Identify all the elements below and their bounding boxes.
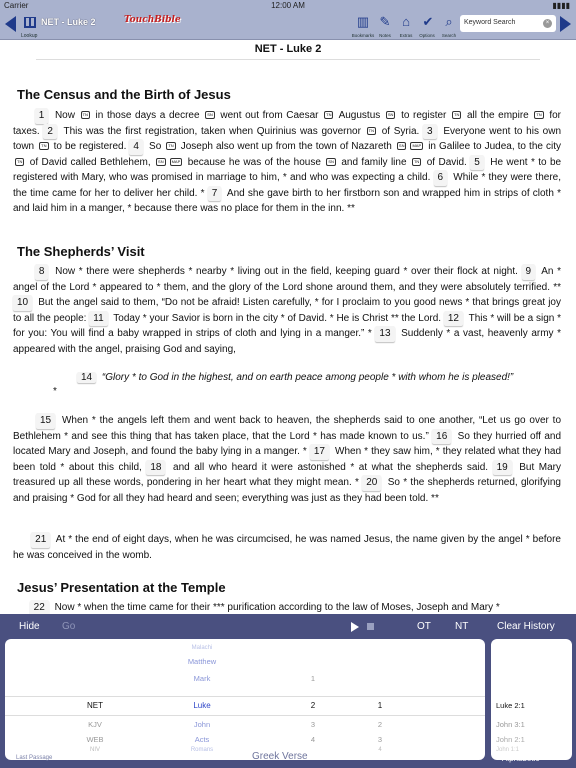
verse-number[interactable]: 11 (89, 311, 107, 327)
verse-text: This * will be a sign * for you: You will find a baby wrapped in strips of cloth and lying in a manger.” * (13, 312, 562, 339)
picker-chapter[interactable]: 3 (310, 720, 316, 729)
picker-chapter[interactable]: 4 (310, 735, 316, 744)
verse-number[interactable]: 7 (208, 186, 222, 202)
bookmarks-label: Bookmarks (351, 33, 375, 38)
play-icon[interactable] (351, 622, 359, 632)
picker-verse[interactable]: 4 (378, 747, 382, 753)
stop-icon[interactable] (367, 623, 374, 630)
picker-translation[interactable]: KJV (88, 720, 102, 729)
extras-label: Extras (399, 33, 413, 38)
toolbar (0, 12, 576, 40)
clock: 12:00 AM (271, 1, 305, 10)
verse-text: Everyone (443, 125, 486, 137)
keyword-search-input[interactable] (460, 15, 556, 32)
verse-number[interactable]: 21 (31, 532, 50, 548)
verse-number[interactable]: 18 (146, 460, 165, 476)
page-title: NET - Luke 2 (254, 43, 322, 55)
picker-book[interactable]: Acts (194, 735, 210, 744)
picker-chapter[interactable]: 2 (310, 701, 316, 710)
verse-text: When * the angels left them and went back to heaven, the shepherds said to one another, “Let us go over to Bethlehem * and see this thing that has taken place, that the Lord * has made known to us.” (13, 415, 562, 442)
search-label: Search (441, 33, 457, 38)
verse-text: all the empire (466, 110, 529, 121)
verse-number[interactable]: 3 (423, 124, 437, 140)
verse-number[interactable]: 8 (35, 264, 49, 280)
verse-text: At * the end of eight days, when he was circumcised, he was named Jesus, the name given by the angel * before he was conceived in the womb. (13, 534, 561, 561)
next-chapter-arrow-icon[interactable] (560, 16, 571, 32)
verse-text: in Galilee to Judea, to the city (428, 141, 561, 152)
paragraph (13, 600, 561, 614)
verse-text: So they hurried off and located Mary and Joseph, and found the baby lying in a manger. * (13, 430, 562, 457)
new-testament-button[interactable]: NT (455, 621, 469, 632)
header-divider (36, 59, 540, 60)
notes-label: Notes (379, 33, 391, 38)
picker-book[interactable]: Matthew (187, 657, 217, 666)
verse-number[interactable]: 9 (522, 264, 536, 280)
passage-picker-wheel[interactable] (5, 639, 485, 760)
picker-book[interactable]: Romans (190, 747, 214, 753)
study-note-tag[interactable]: SN (328, 158, 334, 164)
paragraph (13, 264, 561, 357)
translator-note-tag[interactable]: TN (454, 112, 460, 117)
translator-note-tag[interactable]: TN (168, 143, 174, 148)
alphabetic-toggle[interactable]: Alphabetic (502, 754, 540, 763)
study-note-tag[interactable]: SN (387, 112, 394, 117)
verse-text: Now (54, 110, 75, 121)
passage-picker-panel (0, 614, 576, 768)
verse-number[interactable]: 14 (77, 372, 96, 383)
pencil-icon[interactable]: ✎ (379, 14, 391, 29)
translator-note-tag[interactable]: TN (326, 112, 332, 117)
verse-text: and family line (341, 156, 407, 168)
verse-text: and all who heard it were astonished * at what the shepherds said. (173, 461, 489, 473)
verse-text: Now * when the time came for their *** purification according to the law of Moses, Joseph and Mary * (54, 602, 500, 613)
lookup-label: Lookup (21, 33, 38, 39)
verse-text: This was the first registration, taken when Quirinius was governor (63, 125, 361, 137)
history-list[interactable] (491, 639, 572, 760)
verse-text: He went * to be registered with Mary, who was promised in marriage to him, * and who was expecting a child. (13, 156, 562, 183)
verse-text: When * they saw him, * they related what they had been told * about this child, (13, 446, 562, 473)
verse-text: in those days a decree (95, 110, 200, 121)
picker-verse[interactable]: 3 (377, 735, 383, 744)
paragraph (13, 108, 561, 217)
section-heading: Jesus’ Presentation at the Temple (17, 580, 226, 595)
history-item[interactable]: John 1:1 (496, 747, 520, 753)
app-logo: TouchBible (124, 15, 181, 25)
translator-note-tag[interactable]: TN (368, 127, 374, 133)
verse-text: So (149, 141, 162, 152)
verse-number[interactable]: 22 (30, 600, 49, 614)
verse-text: But the angel said to them, “Do not be afraid! Listen carefully, * for I proclaim to you good news * that brings great joy to all the people: (13, 297, 561, 324)
history-item[interactable]: John 2:1 (496, 735, 525, 744)
picker-translation[interactable]: NIV (89, 747, 100, 753)
greek-verse-label: Greek Verse (252, 751, 308, 762)
picker-translation[interactable]: WEB (86, 735, 104, 744)
picker-book[interactable]: Luke (193, 701, 211, 710)
verse-text: So * the shepherds returned, glorifying and praising * God for all they had heard and seen; everything was just as they had been told. ** (13, 477, 561, 504)
bookmarks-icon[interactable]: ▥ (356, 14, 370, 29)
verse-text: of David called Bethlehem, (29, 156, 151, 168)
verse-number[interactable]: 17 (310, 444, 329, 460)
picker-verse[interactable]: 1 (377, 701, 383, 710)
section-heading: The Census and the Birth of Jesus (17, 87, 231, 102)
translator-note-tag[interactable]: TN (17, 158, 23, 164)
poetry-line (77, 372, 513, 383)
verse-number[interactable]: 20 (362, 475, 381, 491)
picker-translation[interactable]: NET (87, 701, 103, 710)
verse-text: “Glory * to God in the highest, and on earth peace among people * with whom he is pleased!” (101, 372, 514, 383)
study-note-tag[interactable]: SN (207, 112, 213, 117)
map-tag[interactable]: MAP (171, 158, 181, 164)
verse-text: of Syria. (381, 125, 420, 137)
translator-note-tag[interactable]: TN (41, 143, 47, 148)
picker-book[interactable]: Mark (193, 674, 211, 683)
clear-history-button[interactable]: Clear History (497, 621, 555, 632)
search-placeholder: Keyword Search (464, 19, 516, 26)
verse-number[interactable]: 6 (434, 170, 448, 186)
verse-text: went out from Caesar (220, 110, 319, 121)
verse-number[interactable]: 15 (36, 413, 55, 429)
verse-text: of David. (426, 156, 467, 168)
verse-text: to be registered. (53, 141, 127, 152)
verse-number[interactable]: 16 (432, 429, 451, 445)
options-label: Options (419, 33, 435, 38)
previous-chapter-arrow-icon[interactable] (5, 16, 16, 32)
verse-number[interactable]: 12 (444, 311, 463, 327)
picker-chapter[interactable]: 1 (310, 674, 316, 683)
search-icon[interactable]: ⌕ (445, 14, 453, 29)
translator-note-tag[interactable]: TN (536, 112, 542, 117)
verse-text: Suddenly * a vast, heavenly army * appeared with the angel, praising God and saying, (13, 328, 562, 355)
verse-text: Joseph also went up from the town of Nazareth (180, 141, 392, 152)
verse-number[interactable]: 10 (13, 295, 32, 311)
paragraph (13, 532, 561, 563)
paragraph (13, 413, 561, 506)
verse-text: Now * there were shepherds * nearby * living out in the field, keeping guard * over their flock at night. (55, 266, 518, 277)
picker-book[interactable]: Malachi (191, 645, 213, 651)
verse-text: An * angel of the Lord * appeared to * them, and the glory of the Lord shone around them, and they were absolutely terrified. ** (13, 266, 561, 293)
verse-text: went to his own town (13, 125, 562, 152)
verse-text: to register (401, 110, 447, 121)
go-button[interactable]: Go (62, 621, 76, 632)
verse-text: because he was of the house (187, 156, 321, 168)
verse-number[interactable]: 2 (43, 124, 57, 140)
verse-text: Augustus (338, 110, 381, 121)
verse-text: for taxes. (13, 110, 561, 137)
picker-verse[interactable]: 2 (377, 720, 383, 729)
verse-number[interactable]: 5 (470, 155, 484, 171)
checkmark-icon[interactable]: ✔ (422, 14, 434, 29)
section-heading: The Shepherds’ Visit (17, 244, 145, 259)
study-note-tag[interactable]: SN (398, 143, 405, 148)
footnote-marker[interactable]: * (53, 386, 57, 397)
old-testament-button[interactable]: OT (417, 621, 431, 632)
toolbar-title[interactable]: NET - Luke 2 (41, 17, 96, 27)
map-tag[interactable]: MAP (412, 143, 422, 148)
verse-number[interactable]: 19 (493, 460, 512, 476)
verse-text: But Mary treasured up all these words, pondering in her heart what they might mean. * (13, 461, 562, 488)
study-note-tag[interactable]: SN (158, 158, 164, 164)
translator-note-tag[interactable]: TN (413, 158, 420, 164)
verse-text: Today * your Savior is born in the city * of David. * He is Christ ** the Lord. (113, 312, 442, 324)
carrier-label: Carrier (4, 1, 29, 10)
verse-number[interactable]: 4 (129, 139, 143, 155)
history-item[interactable]: John 3:1 (496, 720, 525, 729)
lookup-book-icon[interactable] (24, 17, 36, 28)
hide-button[interactable]: Hide (19, 621, 40, 632)
battery-icon: ▮▮▮▮ (552, 1, 570, 10)
status-bar (0, 0, 576, 12)
verse-number[interactable]: 1 (35, 108, 49, 124)
clear-search-icon[interactable]: × (543, 19, 552, 28)
history-item[interactable]: Luke 2:1 (496, 701, 525, 710)
last-passage-label: Last Passage (16, 755, 53, 761)
verse-text: While * they were there, the time came for her to deliver her child. * (13, 172, 561, 199)
verse-text: And she gave birth to her firstborn son and wrapped him in strips of cloth * and laid him in a manger, * because there was no place for them in the inn. ** (13, 187, 561, 214)
verse-number[interactable]: 13 (375, 326, 394, 342)
picker-book[interactable]: John (193, 720, 211, 729)
library-icon[interactable]: ⌂ (402, 14, 410, 29)
bible-text-view[interactable] (0, 40, 576, 614)
translator-note-tag[interactable]: TN (82, 112, 88, 117)
